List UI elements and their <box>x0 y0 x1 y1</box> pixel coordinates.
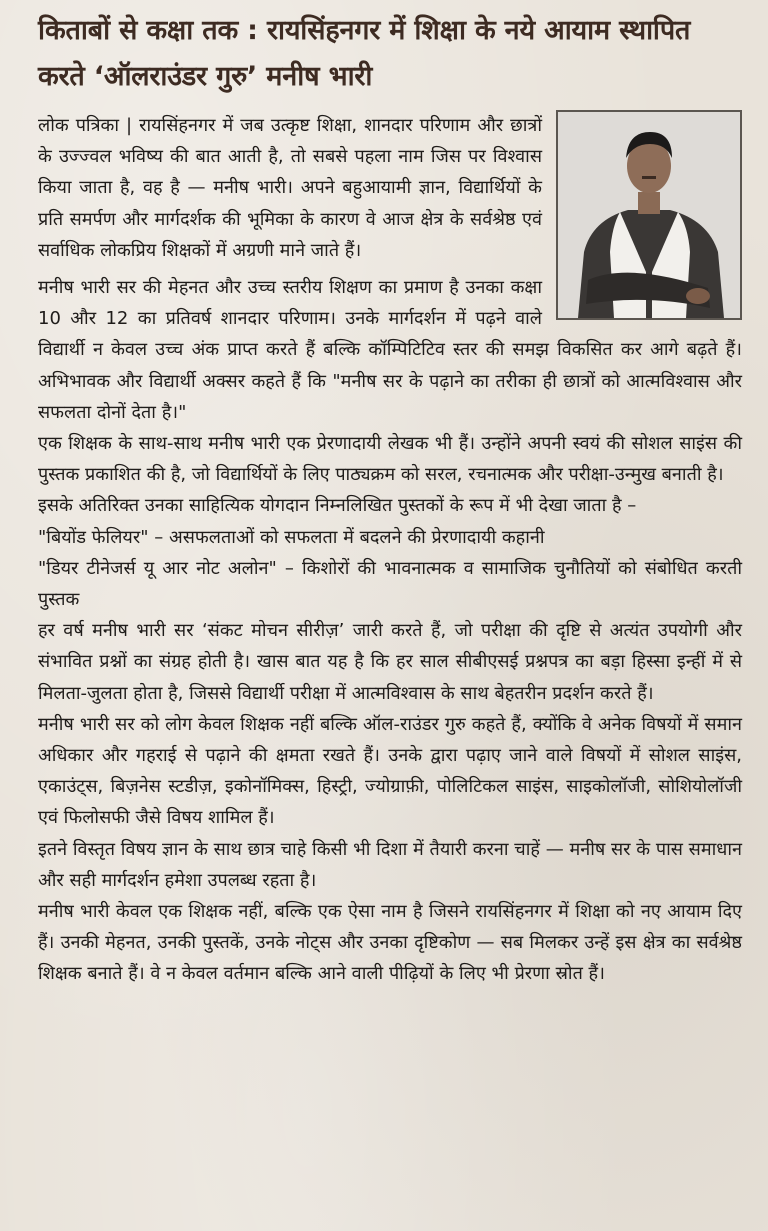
paragraph: एक शिक्षक के साथ-साथ मनीष भारी एक प्रेरणादायी लेखक भी हैं। उन्होंने अपनी स्वयं की सोशल साइंस की पुस्तक प्रकाशित की है, जो विद्यार्थियों के लिए पाठ्यक्रम को सरल, रचनात्मक और परीक्षा-उन्मुख बनाती है। <box>38 433 742 486</box>
book-item: "बियोंड फेलियर" – असफलताओं को सफलता में बदलने की प्रेरणादायी कहानी <box>38 526 545 548</box>
book-item: "डियर टीनेजर्स यू आर नोट अलोन" – किशोरों की भावनात्मक व सामाजिक चुनौतियों को संबोधित करती पुस्तक <box>38 557 742 611</box>
article-headline: किताबों से कक्षा तक : रायसिंहनगर में शिक्षा के नये आयाम स्थापित करते ‘ऑलराउंडर गुरु’ मनीष भारी <box>38 15 691 92</box>
paragraph: मनीष भारी सर की मेहनत और उच्च स्तरीय शिक्षण का प्रमाण है उनका कक्षा 10 और 12 का प्रतिवर्ष शानदार परिणाम। उनके मार्गदर्शन में पढ़ने वाले विद्यार्थी न केवल उच्च अंक प्राप्त करते हैं बल्कि कॉम्पिटिटिव स्तर की समझ विकसित कर आगे बढ़ते हैं। अभिभावक और विद्यार्थी अक्सर कहते हैं कि "मनीष सर के पढ़ाने का तरीका ही छात्रों को आत्मविश्वास और सफलता दोनों देता है।" <box>38 277 742 423</box>
paragraph: मनीष भारी सर को लोग केवल शिक्षक नहीं बल्कि ऑल-राउंडर गुरु कहते हैं, क्योंकि वे अनेक विषयों में समान अधिकार और गहराई से पढ़ाने की क्षमता रखते हैं। उनके द्वारा पढ़ाए जाने वाले विषयों में सोशल साइंस, एकाउंट्स, बिज़नेस स्टडीज़, इकोनॉमिक्स, हिस्ट्री, ज्योग्राफ़ी, पोलिटिकल साइंस, साइकोलॉजी, सोशियोलॉजी एवं फिलोसफी जैसे विषय शामिल हैं। <box>38 713 742 829</box>
portrait-photo <box>556 110 742 320</box>
paragraph: हर वर्ष मनीष भारी सर ‘संकट मोचन सीरीज़’ जारी करते हैं, जो परीक्षा की दृष्टि से अत्यंत उपयोगी और संभावित प्रश्नों का संग्रह होती है। खास बात यह है कि हर साल सीबीएसई प्रश्नपत्र का बड़ा हिस्सा इन्हीं में से मिलता-जुलता होता है, जिससे विद्यार्थी परीक्षा में आत्मविश्वास के साथ बेहतरीन प्रदर्शन करते हैं। <box>38 620 742 704</box>
article-body <box>38 110 742 990</box>
paragraph: इसके अतिरिक्त उनका साहित्यिक योगदान निम्नलिखित पुस्तकों के रूप में भी देखा जाता है – <box>38 495 637 517</box>
paragraph: लोक पत्रिका | रायसिंहनगर में जब उत्कृष्ट शिक्षा, शानदार परिणाम और छात्रों के उज्ज्वल भविष्य की बात आती है, तो सबसे पहला नाम जिस पर विश्वास किया जाता है, वह है — मनीष भारी। अपने बहुआयामी ज्ञान, विद्यार्थियों के प्रति समर्पण और मार्गदर्शक की भूमिका के कारण वे आज क्षेत्र के सर्वश्रेष्ठ एवं सर्वाधिक लोकप्रिय शिक्षकों में अग्रणी माने जाते हैं। <box>38 115 542 261</box>
person-portrait-icon <box>558 112 740 318</box>
paragraph: इतने विस्तृत विषय ज्ञान के साथ छात्र चाहे किसी भी दिशा में तैयारी करना चाहें — मनीष सर के पास समाधान और सही मार्गदर्शन हमेशा उपलब्ध रहता है। <box>38 838 742 891</box>
paragraph: मनीष भारी केवल एक शिक्षक नहीं, बल्कि एक ऐसा नाम है जिसने रायसिंहनगर में शिक्षा को नए आयाम दिए हैं। उनकी मेहनत, उनकी पुस्तकें, उनके नोट्स और उनका दृष्टिकोण — सब मिलकर उन्हें इस क्षेत्र का सर्वश्रेष्ठ शिक्षक बनाते हैं। वे न केवल वर्तमान बल्कि आने वाली पीढ़ियों के लिए भी प्रेरणा स्रोत हैं। <box>38 901 742 985</box>
